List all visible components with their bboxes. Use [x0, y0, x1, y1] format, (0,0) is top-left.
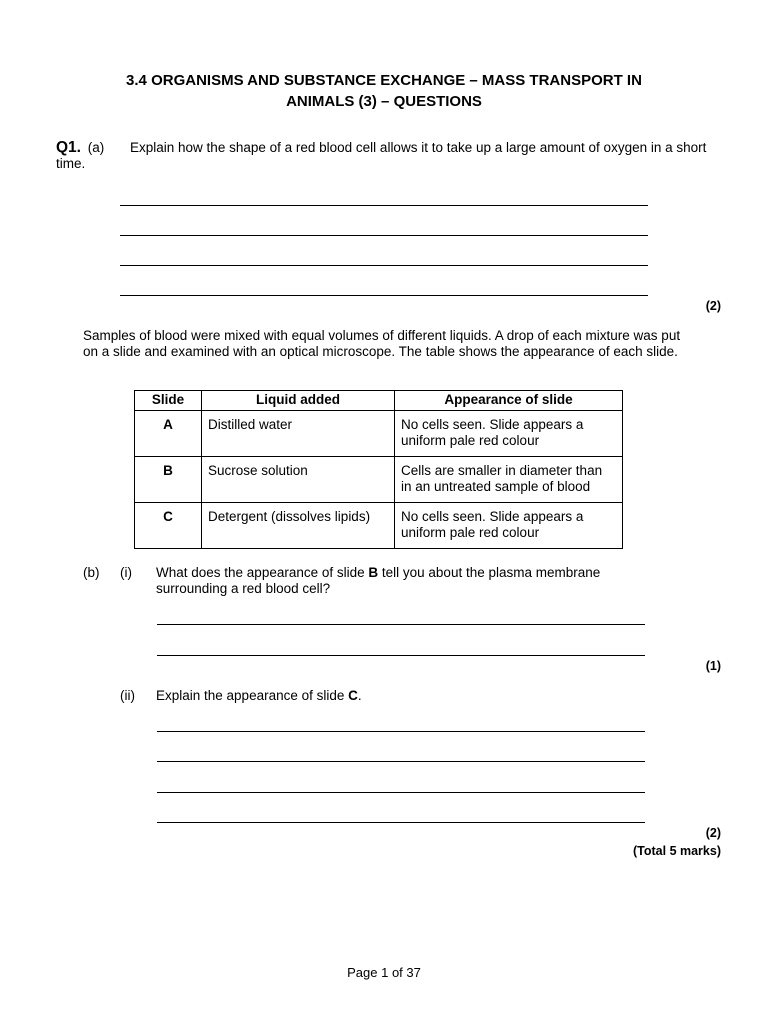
table-header-row: [135, 391, 623, 411]
appearance-cell: Cells are smaller in diameter than in an untreated sample of blood: [395, 457, 623, 503]
answer-line-a1[interactable]: [120, 205, 648, 206]
answer-line-bii2[interactable]: [157, 761, 645, 762]
question-1a: [56, 140, 716, 172]
table-row: [135, 457, 623, 503]
part-b-ii-text-after: .: [357, 688, 362, 703]
total-marks: (Total 5 marks): [633, 844, 721, 858]
part-b-i-slide-ref: B: [368, 565, 379, 580]
page-title: [60, 70, 708, 112]
header-liquid: Liquid added: [202, 391, 395, 411]
part-b-ii-marks: (2): [705, 826, 721, 840]
liquid-cell: Distilled water: [202, 411, 395, 457]
part-b-i-text-after: tell you about the plasma membrane surrounding a red blood cell?: [156, 565, 601, 596]
title-line-2: ANIMALS (3) – QUESTIONS: [286, 93, 482, 110]
page-number: Page 1 of 37: [347, 965, 421, 980]
answer-line-a3[interactable]: [120, 265, 648, 266]
title-line-1: 3.4 ORGANISMS AND SUBSTANCE EXCHANGE – MASS TRANSPORT IN: [126, 72, 642, 89]
part-b-i-question: [156, 565, 636, 596]
part-b-i-text-before: What does the appearance of slide: [156, 565, 369, 580]
question-number: Q1.: [56, 139, 81, 156]
liquid-cell: Sucrose solution: [202, 457, 395, 503]
answer-line-bi2[interactable]: [157, 655, 645, 656]
part-b-i-marks: (1): [705, 659, 721, 673]
slide-cell: B: [135, 457, 202, 503]
part-b-ii-label: (ii): [120, 688, 135, 703]
liquid-cell: Detergent (dissolves lipids): [202, 503, 395, 549]
answer-line-bi1[interactable]: [157, 624, 645, 625]
part-b-label: (b): [83, 565, 100, 580]
answer-line-a4[interactable]: [120, 295, 648, 296]
slide-cell: C: [135, 503, 202, 549]
part-b-ii-text-before: Explain the appearance of slide: [156, 688, 349, 703]
results-table: [134, 390, 623, 549]
intro-paragraph: Samples of blood were mixed with equal volumes of different liquids. A drop of each mixture was put on a slide and examined with an optical microscope. The table shows the appearance of each slide.: [83, 328, 681, 359]
header-appearance: Appearance of slide: [395, 391, 623, 411]
answer-line-bii4[interactable]: [157, 822, 645, 823]
answer-line-bii3[interactable]: [157, 792, 645, 793]
appearance-cell: No cells seen. Slide appears a uniform pale red colour: [395, 411, 623, 457]
appearance-cell: No cells seen. Slide appears a uniform pale red colour: [395, 503, 623, 549]
table-row: [135, 503, 623, 549]
slide-cell: A: [135, 411, 202, 457]
part-a-text: Explain how the shape of a red blood cell allows it to take up a large amount of oxygen in a short time.: [56, 140, 707, 171]
table-row: [135, 411, 623, 457]
part-b-ii-slide-ref: C: [348, 688, 358, 703]
answer-line-bii1[interactable]: [157, 731, 645, 732]
part-b-ii-question: [156, 688, 636, 703]
part-a-label: (a): [87, 140, 105, 155]
part-a-marks: (2): [705, 299, 721, 313]
header-slide: Slide: [135, 391, 202, 411]
part-b-i-label: (i): [120, 565, 132, 580]
answer-line-a2[interactable]: [120, 235, 648, 236]
